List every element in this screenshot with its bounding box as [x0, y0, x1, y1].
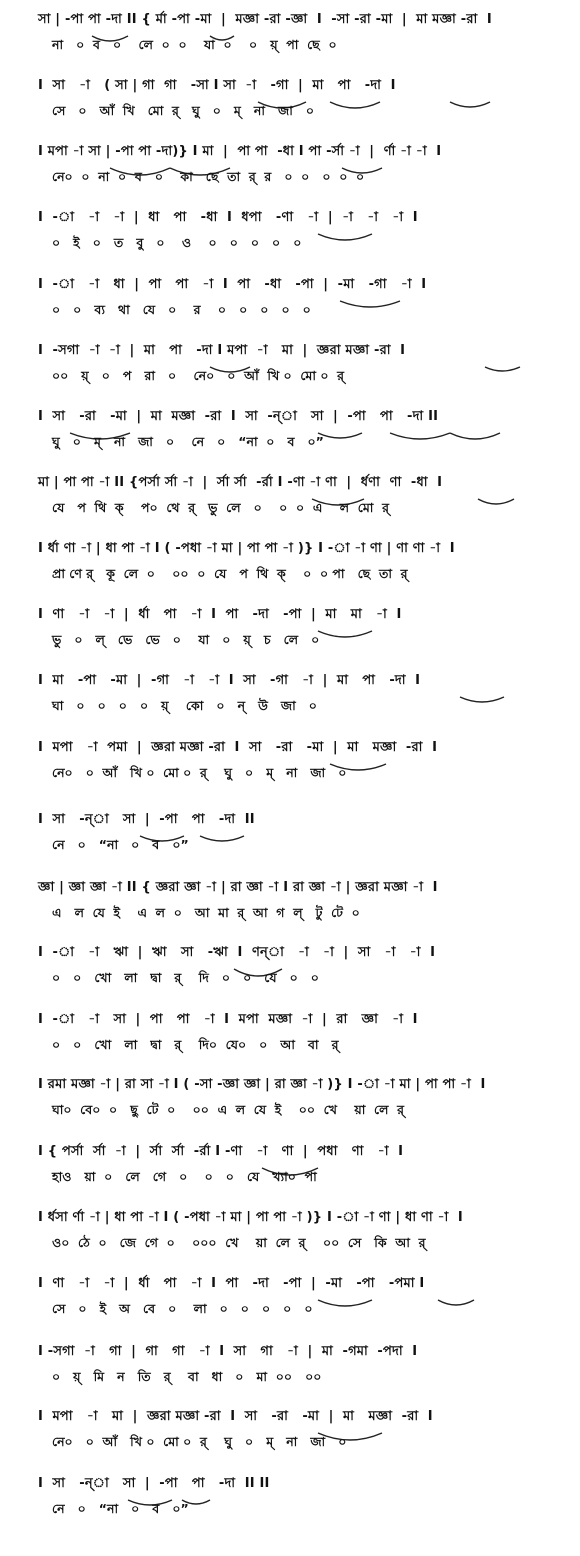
lyric-line: ০ ০ ব্য থা যে ০ র ০ ০ ০ ০ ০: [52, 302, 311, 317]
lyric-line: প্রা ণে র্ কূ লে ০ ০০ ০ যে প থি ক্ ০ ০ পা ছে তা র্: [52, 566, 408, 581]
notation-line: I -সগা -া গা | গা গা -া I সা গা -া | মা -গমা -পদা I: [38, 1344, 418, 1359]
stanza-17: [0, 1077, 580, 1137]
lyric-line: না ০ ব ০ লে ০ ০ যা ০ ০ য়্ পা ছে ০: [52, 37, 337, 52]
lyric-line: ঘু ০ ম্ না জা ০ নে ০ “না ০ ব ০”: [52, 434, 324, 449]
lyric-line: ও০ ঠে ০ জে গে ০ ০০০ খে য়া লে র্ ০০ সে কি আ র্: [52, 1235, 426, 1250]
notation-line: I -া -া ধা | পা পা -া I পা -ধা -পা | -মা -গা -া I: [38, 277, 427, 292]
notation-line: সা | -পা পা -দা II { ৰ্মা -পা -মা | মজ্ঞা -রা -জ্ঞা I -সা -রা -মা | মা মজ্ঞা -রা I: [38, 12, 492, 27]
lyric-line: নে০ ০ আঁ খি ০ মো ০ র্ ঘু ০ ম্ না জা ০: [52, 1434, 347, 1449]
lyric-line: ০ ই ০ ত বু ০ ও ০ ০ ০ ০ ০: [52, 235, 302, 250]
lyric-line: যে প থি ক্ প০ থে র্ ভু লে ০ ০ ০ এ ল মো র্: [52, 500, 389, 515]
lyric-line: ০০ য়্ ০ প রা ০ নে০ ০ আঁ খি ০ মো ০ র্: [52, 368, 345, 383]
notation-line: I মা -পা -মা | -গা -া -া I সা -গা -া | মা পা -দা I: [38, 673, 421, 688]
stanza-5: [0, 277, 580, 337]
notation-line: I -া -া -া | ধা পা -ধা I ধপা -ণা -া | -া -া -া I: [38, 210, 418, 225]
lyric-line: ০ ০ খো লা দ্বা র্ দি০ যে০ ০ আ বা র্: [52, 1037, 339, 1052]
notation-line: I মপা -া সা | -পা পা -দা)} I মা | পা পা -ধা I পা -র্সা -া | র্ণা -া -া I: [38, 144, 442, 159]
stanza-6: [0, 343, 580, 403]
notation-line: I মপা -া পমা | জ্ঞরা মজ্ঞা -রা I সা -রা -মা | মা মজ্ঞা -রা I: [38, 740, 438, 755]
stanza-9: [0, 541, 580, 601]
stanza-10: [0, 607, 580, 667]
notation-line: I সা -রা -মা | মা মজ্ঞা -রা I সা -ন্‌া সা | -পা পা -দা II: [38, 409, 439, 424]
stanza-21: [0, 1344, 580, 1404]
stanza-1: [0, 12, 580, 72]
stanza-13: [0, 812, 580, 872]
notation-line: জ্ঞা | জ্ঞা জ্ঞা -া II { জ্ঞরা জ্ঞা -া | রা জ্ঞা -া I রা জ্ঞা -া | জ্ঞরা মজ্ঞা -া I: [38, 880, 438, 895]
lyric-line: নে ০ “না ০ ব ০”: [52, 837, 189, 852]
lyric-line: হাও য়া ০ লে গে ০ ০ ০ যে খ্যা০ পা: [52, 1169, 317, 1184]
notation-line: I ণা -া -া | র্ধা পা -া I পা -দা -পা | -মা -পা -পমা I: [38, 1276, 425, 1291]
stanza-4: [0, 210, 580, 270]
lyric-line: সে ০ ই অ বে ০ লা ০ ০ ০ ০ ০: [52, 1301, 313, 1316]
notation-line: I -া -া ঋা | ঋা সা -ঋা I ণন্‌া -া -া | সা -া -া I: [38, 945, 436, 960]
notation-line: I র্ধা ণা -া | ধা পা -া I ( -পধা -া মা | পা পা -া )} I -া -া ণা | ণা ণা -া I: [38, 541, 455, 556]
stanza-7: [0, 409, 580, 469]
lyric-line: নে০ ০ না ০ ব ০ কা ছে তা র্ র ০ ০ ০ ০ ০: [52, 169, 365, 184]
stanza-11: [0, 673, 580, 733]
stanza-22: [0, 1409, 580, 1469]
notation-line: I সা -া ( সা | গা গা -সা I সা -া -গা | মা পা -দা I: [38, 78, 396, 93]
lyric-line: ০ য়্ মি ন তি র্ বা ধা ০ মা ০০ ০০: [52, 1369, 322, 1384]
notation-line: I রমা মজ্ঞা -া | রা সা -া I ( -সা -জ্ঞা জ্ঞা | রা জ্ঞা -া )} I -া -া মা | পা পা -া I: [38, 1077, 486, 1092]
notation-line: I র্ধসা র্ণা -া | ধা পা -া I ( -পধা -া মা | পা পা -া )} I -া -া ণা | ধা ণা -া I: [38, 1210, 463, 1225]
notation-line: I মপা -া মা | জ্ঞরা মজ্ঞা -রা I সা -রা -মা | মা মজ্ঞা -রা I: [38, 1409, 433, 1424]
stanza-12: [0, 740, 580, 800]
stanza-2: [0, 78, 580, 138]
lyric-line: ০ ০ খো লা দ্বা র্ দি ০ ০ যে ০ ০: [52, 970, 319, 985]
lyric-line: ভু ০ ল্ ভে ভে ০ যা ০ য়্ চ লে ০: [52, 632, 320, 647]
notation-line: I সা -ন্‌া সা | -পা পা -দা II II: [38, 1476, 270, 1491]
notation-line: মা | পা পা -া II {পর্সা র্সা -া | র্সা র্সা -র্রা I -ণা -া ণা | র্ধণা ণা -ধা I: [38, 475, 443, 490]
stanza-8: [0, 475, 580, 535]
stanza-23: [0, 1476, 580, 1536]
notation-line: I -সগা -া -া | মা পা -দা I মপা -া মা | জ্ঞরা মজ্ঞা -রা I: [38, 343, 406, 358]
stanza-15: [0, 945, 580, 1005]
stanza-20: [0, 1276, 580, 1336]
notation-line: I ণা -া -া | র্ধা পা -া I পা -দা -পা | মা মা -া I: [38, 607, 402, 622]
stanza-18: [0, 1144, 580, 1204]
stanza-19: [0, 1210, 580, 1270]
lyric-line: ঘা০ বে০ ০ ছু টে ০ ০০ এ ল যে ই ০০ খে য়া লে র্: [52, 1102, 404, 1117]
stanza-16: [0, 1012, 580, 1072]
notation-line: I { পর্সা র্সা -া | র্সা র্সা -র্রা I -ণা -া ণা | পধা ণা -া I: [38, 1144, 404, 1159]
lyric-line: ঘা ০ ০ ০ ০ য়্ কো ০ ন্ উ জা ০: [52, 698, 317, 713]
lyric-line: নে ০ “না ০ ব ০”: [52, 1501, 189, 1516]
notation-line: I সা -ন্‌া সা | -পা পা -দা II: [38, 812, 255, 827]
lyric-line: সে ০ আঁ খি মো র্ ঘু ০ ম্ না জা ০: [52, 103, 315, 118]
stanza-3: [0, 144, 580, 204]
stanza-14: [0, 880, 580, 940]
lyric-line: এ ল যে ই এ ল ০ আ মা র্ আ গ ল্ টু টে ০: [52, 905, 360, 920]
notation-line: I -া -া সা | পা পা -া I মপা মজ্ঞা -া | রা জ্ঞা -া I: [38, 1012, 418, 1027]
lyric-line: নে০ ০ আঁ খি ০ মো ০ র্ ঘু ০ ম্ না জা ০: [52, 765, 347, 780]
